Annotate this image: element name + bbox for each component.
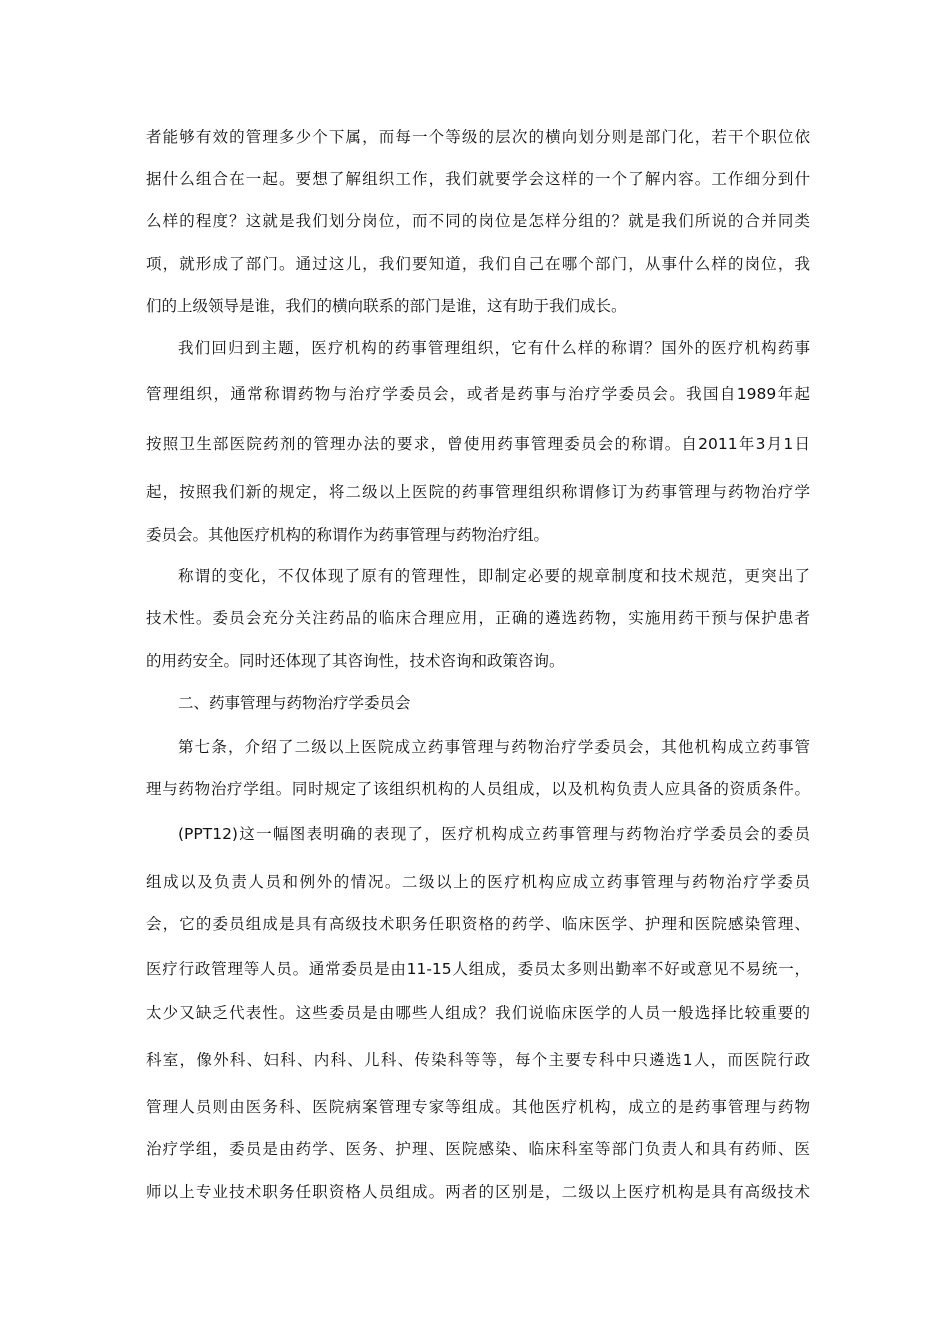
text-line: 技术性。委员会充分关注药品的临床合理应用，正确的遴选药物，实施用药干预与保护患者 [146,609,810,627]
text-line: 医疗行政管理等人员。通常委员是由11-15人组成，委员太多则出勤率不好或意见不易统一， [146,960,810,978]
text-line: 治疗学组，委员是由药学、医务、护理、医院感染、临床科室等部门负责人和具有药师、医 [146,1140,810,1158]
text-line: 者能够有效的管理多少个下属，而每一个等级的层次的横向划分则是部门化，若干个职位依 [146,128,810,146]
text-line: 管理组织，通常称谓药物与治疗学委员会，或者是药事与治疗学委员会。我国自1989年起 [146,385,810,403]
text-line: 师以上专业技术职务任职资格人员组成。两者的区别是，二级以上医疗机构是具有高级技术 [146,1183,810,1201]
text-line: 按照卫生部医院药剂的管理办法的要求，曾使用药事管理委员会的称谓。自2011年3月1日 [146,435,810,453]
text-line: 会，它的委员组成是具有高级技术职务任职资格的药学、临床医学、护理和医院感染管理、 [146,915,810,933]
paragraph-first-line: 称谓的变化，不仅体现了原有的管理性，即制定必要的规章制度和技术规范，更突出了 [178,567,810,585]
text-line: 的用药安全。同时还体现了其咨询性，技术咨询和政策咨询。 [146,652,565,670]
paragraph-first-line: 第七条，介绍了二级以上医院成立药事管理与药物治疗学委员会，其他机构成立药事管 [178,738,810,756]
text-line: 科室，像外科、妇科、内科、儿科、传染科等等，每个主要专科中只遴选1人，而医院行政 [146,1051,810,1069]
text-line: 理与药物治疗学组。同时规定了该组织机构的人员组成，以及机构负责人应具备的资质条件。 [146,780,810,798]
text-line: 么样的程度？这就是我们划分岗位，而不同的岗位是怎样分组的？就是我们所说的合并同类 [146,212,810,230]
paragraph-first-line: (PPT12)这一幅图表明确的表现了，医疗机构成立药事管理与药物治疗学委员会的委员 [178,825,810,843]
text-line: 太少又缺乏代表性。这些委员是由哪些人组成？我们说临床医学的人员一般选择比较重要的 [146,1004,810,1022]
text-line: 委员会。其他医疗机构的称谓作为药事管理与药物治疗组。 [146,526,550,544]
text-line: 起，按照我们新的规定，将二级以上医院的药事管理组织称谓修订为药事管理与药物治疗学 [146,483,810,501]
text-line: 项，就形成了部门。通过这儿，我们要知道，我们自己在哪个部门，从事什么样的岗位，我 [146,255,810,273]
text-line: 据什么组合在一起。要想了解组织工作，我们就要学会这样的一个了解内容。工作细分到什 [146,170,810,188]
text-line: 管理人员则由医务科、医院病案管理专家等组成。其他医疗机构，成立的是药事管理与药物 [146,1098,810,1116]
paragraph-first-line: 我们回归到主题，医疗机构的药事管理组织，它有什么样的称谓？国外的医疗机构药事 [178,339,810,357]
text-line: 们的上级领导是谁，我们的横向联系的部门是谁，这有助于我们成长。 [146,297,627,315]
text-line: 组成以及负责人员和例外的情况。二级以上的医疗机构应成立药事管理与药物治疗学委员 [146,873,810,891]
section-heading: 二、药事管理与药物治疗学委员会 [178,694,411,712]
